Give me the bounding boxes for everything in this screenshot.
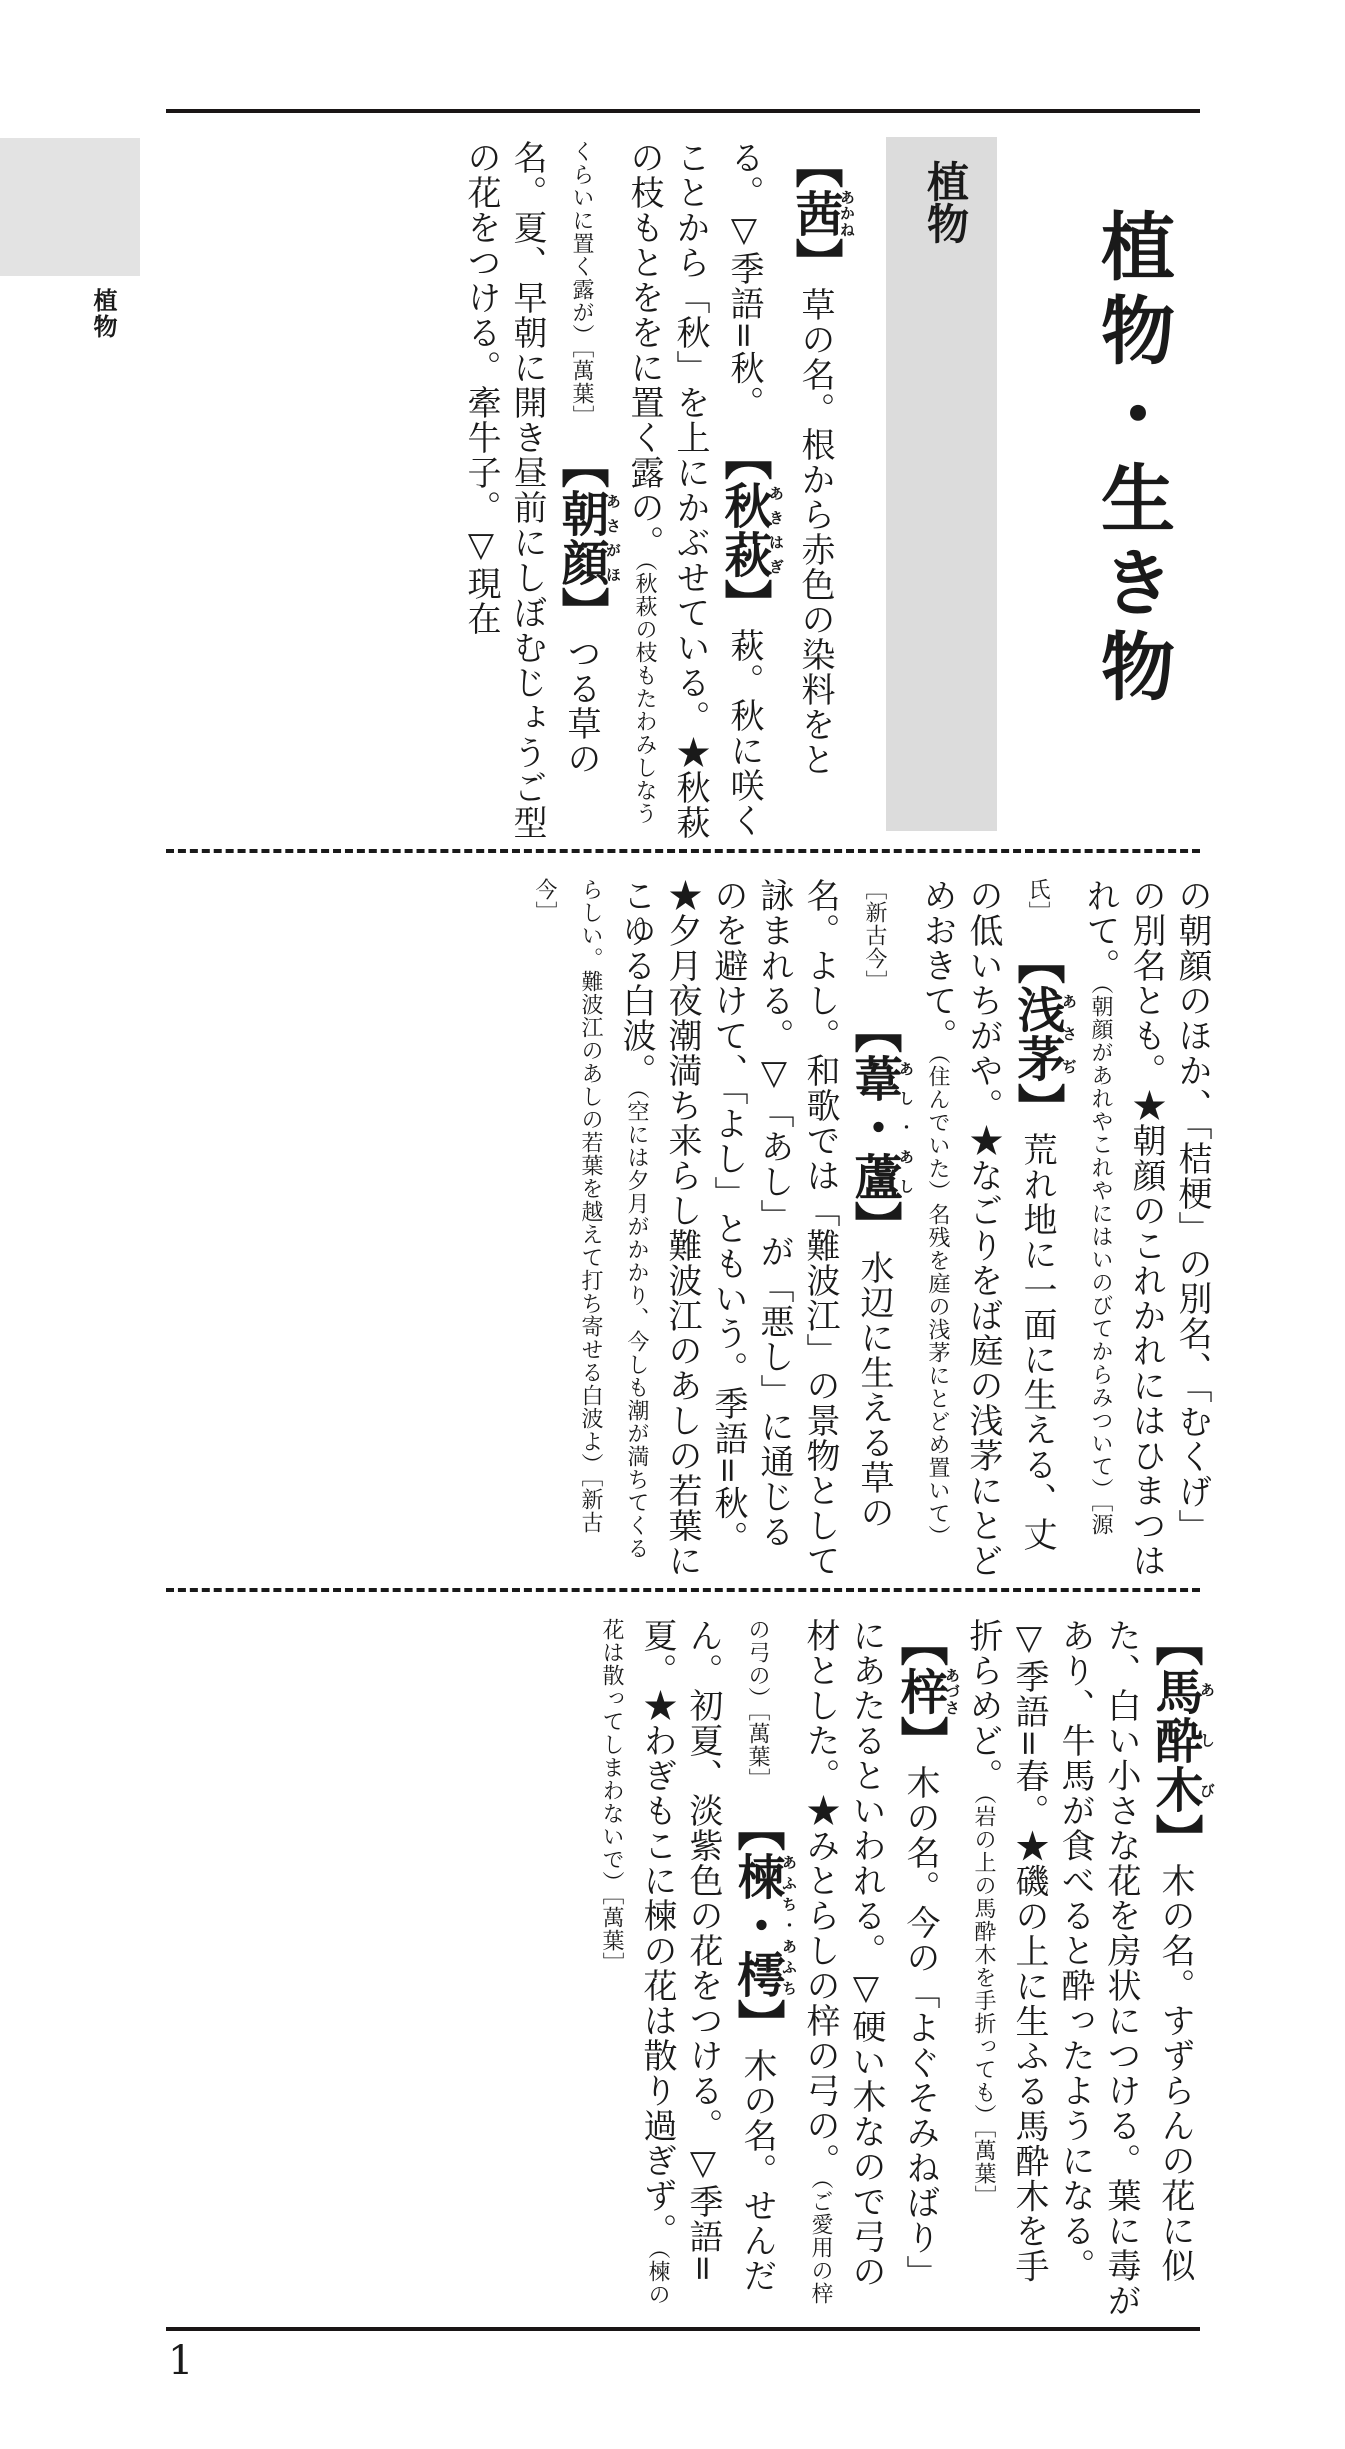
entry-note: （朝顔があれやこれやにはいのびてからみついて）［源氏］ [1025,878,1113,1536]
headword: 【秋萩あきはぎ】 [716,432,785,629]
entry-note: （空には夕月がかかり、今しも潮が満ちてくるらしい。難波江のあしの若葉を越えて打ち寄せる白波よ）［新古今］ [532,878,649,1560]
separator-2 [166,1588,1200,1592]
separator-1 [166,849,1200,853]
entry-note: （楝の花は散ってしまわないで）［萬葉］ [599,1618,670,2306]
entry-body: 萩。秋に咲くことから「秋」を上にかぶせている。★秋萩の枝もとををに置く露の。 [624,140,764,840]
headword: 【浅茅あさぢ】 [1009,935,1078,1132]
row-1 [135,140,855,840]
headword: 【朝顔あさがほ】 [553,439,622,636]
entry-note: （秋萩の枝もたわみしなうくらいに置く露が）［萬葉］ [569,140,657,825]
row-3 [165,1618,1215,2318]
side-index-label: 植物 [89,288,118,340]
entry-note: （岩の上の馬酔木を手折っても）［萬葉］ [971,1793,996,2208]
headword: 【茜あかね】 [787,140,856,287]
headword: 【馬酔木あしび】 [1147,1618,1216,1863]
entry-body: 木の名。せんだん。初夏、淡紫色の花をつける。▽季語=夏。★わぎもこに楝の花は散り過ぎず。 [637,1618,777,2293]
headword: 【楝・樗あふち・あふち】 [729,1802,798,2048]
row-2 [165,878,1215,1578]
top-rule [166,109,1200,113]
entry-body: 草の名。根から赤色の染料をとる。▽季語=秋。 [724,140,835,777]
category-label: 植物 [921,160,970,244]
entry-body: の朝顔のほか、「桔梗」の別名、「むくげ」の別名とも。★朝顔のこれかれにはひまつはれて。 [1080,878,1212,1578]
bottom-rule [166,2327,1200,2331]
page-title: 植物・生き物 [1089,208,1175,712]
entry-note: （ご愛用の梓の弓の）［萬葉］ [745,1618,833,2305]
entry-body: つる草の名。夏、早朝に開き昼前にしぼむじょうご型の花をつける。牽牛子。▽現在 [461,140,601,840]
entry-note: （住んでいた）名残を庭の浅茅にとどめ置いて）［新古今］ [862,878,950,1548]
entry-body: 木の名。今の「よぐそみねばり」にあたるといわれる。▽硬い木なので弓の材とした。★みとらしの梓の弓の。 [800,1618,940,2290]
entry-body: 木の名。すずらんの花に似た、白い小さな花を房状につける。葉に毒があり、牛馬が食べると酔ったようになる。▽季語=春。★磯の上に生ふる馬酔木を手折らめど。 [963,1618,1195,2318]
headword: 【葦・蘆あし・あし】 [846,1004,915,1250]
entry-body: 水辺に生える草の名。よし。和歌では「難波江」の景物として詠まれる。▽「あし」が「悪し」に通じるのを避けて、「よし」ともいう。季語=秋。★夕月夜潮満ち来らし難波江のあしの若葉にこゆる白波。 [616,878,894,1578]
side-index-tab[interactable] [0,138,140,276]
headword: 【梓あづさ】 [892,1618,961,1765]
page-number: 1 [168,2338,194,2384]
entry-ashibi [963,1618,1216,2318]
entry-body: 荒れ地に一面に生える、丈の低いちがや。★なごりをば庭の浅茅にとどめおきて。 [917,878,1057,1578]
